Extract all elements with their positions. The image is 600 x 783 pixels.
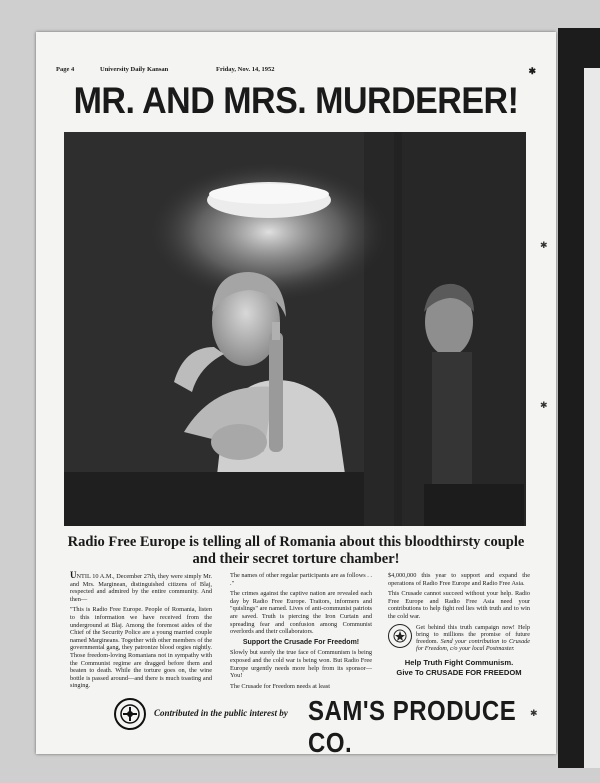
issue-date: Friday, Nov. 14, 1952 — [216, 66, 275, 73]
crusade-badge-icon — [114, 698, 146, 730]
photo-illustration — [64, 132, 526, 526]
slogan-line-2: Give To CRUSADE FOR FREEDOM — [396, 668, 522, 678]
corner-mark: ✱ — [528, 66, 536, 76]
drop-cap: U — [70, 570, 77, 580]
margin-mark: ✱ — [540, 240, 548, 250]
article-column-1 — [70, 572, 212, 693]
lead-text: NTIL 10 A.M., December 27th, they were simply Mr. and Mrs. Marginean, distinguished citizens of Blaj, respected and admired by the entire community. And then— — [70, 573, 212, 603]
film-frame-edge — [558, 28, 600, 768]
adjacent-page-edge — [584, 68, 600, 768]
paragraph: The Crusade for Freedom needs at least — [230, 682, 331, 690]
folio-line — [56, 66, 542, 76]
paragraph: The names of other regular participants are as follows . . ." — [230, 572, 372, 587]
publication-name: University Daily Kansan — [100, 66, 169, 73]
newspaper-page — [36, 32, 556, 760]
paragraph: Slowly but surely the true face of Communism is being exposed and the cold war is being won. But Radio Free Europe urgently needs more help from its sponsor—You! — [230, 649, 372, 680]
appeal-italic: Send your contribution to Crusade for Freedom, c/o your local Postmaster. — [416, 637, 531, 653]
article-column-2 — [230, 572, 372, 693]
paragraph: The crimes against the captive nation are revealed each day by Radio Free Europe. Traitors, informers and "quislings" are named. Lives of anti-communist patriots are saved. Truth is piercing the Iron Curtain and spreading fear and confusion among Communist overlords and their collaborators. — [230, 590, 372, 636]
margin-mark: ✱ — [530, 708, 538, 718]
slogan-line-1: Help Truth Fight Communism. — [404, 658, 514, 668]
sponsor-footer — [36, 694, 556, 760]
contributed-by-text: Contributed in the public interest by — [154, 708, 288, 718]
appeal-text — [416, 624, 530, 653]
slogan — [388, 658, 530, 678]
sponsor-name: SAM'S PRODUCE CO. — [308, 695, 517, 760]
appeal-plain: Get behind this truth campaign now! Help bring to millions the promise of future freedom. — [416, 623, 530, 645]
halftone-photo — [64, 132, 526, 526]
subheadline: Radio Free Europe is telling all of Romania about this bloodthirsty couple and their secret torture chamber! — [67, 534, 525, 567]
crusade-seal-icon — [388, 624, 412, 648]
lead-paragraph — [70, 572, 212, 603]
article-body — [70, 572, 530, 692]
appeal-block — [388, 624, 530, 653]
section-heading: Support the Crusade For Freedom! — [242, 638, 360, 646]
quote-paragraph: "This is Radio Free Europe. People of Romania, listen to this information we have received from the underground at Blaj. Among the foremost aides of the Chief of the Security Police are a young married couple named Margineans. Together with other members of the governmental gang, they patronize blood orgies nightly. Those freedom-loving Romanians not in sympathy with the Communist regime are dragged before them and beaten to death. While the torture goes on, the wine bottle is passed around—and there is much toasting and singing. — [70, 606, 212, 690]
paragraph: This Crusade cannot succeed without your help. Radio Free Europe and Radio Free Asia need your contributions to help fight red lies with truth and to win the cold war. — [388, 590, 530, 620]
headline: MR. AND MRS. MURDERER! — [73, 80, 519, 122]
margin-mark: ✱ — [540, 400, 548, 410]
page-number: Page 4 — [56, 66, 75, 73]
article-column-3 — [388, 572, 530, 678]
paragraph: $4,000,000 this year to support and expand the operations of Radio Free Europe and Radio Free Asia. — [388, 572, 530, 587]
